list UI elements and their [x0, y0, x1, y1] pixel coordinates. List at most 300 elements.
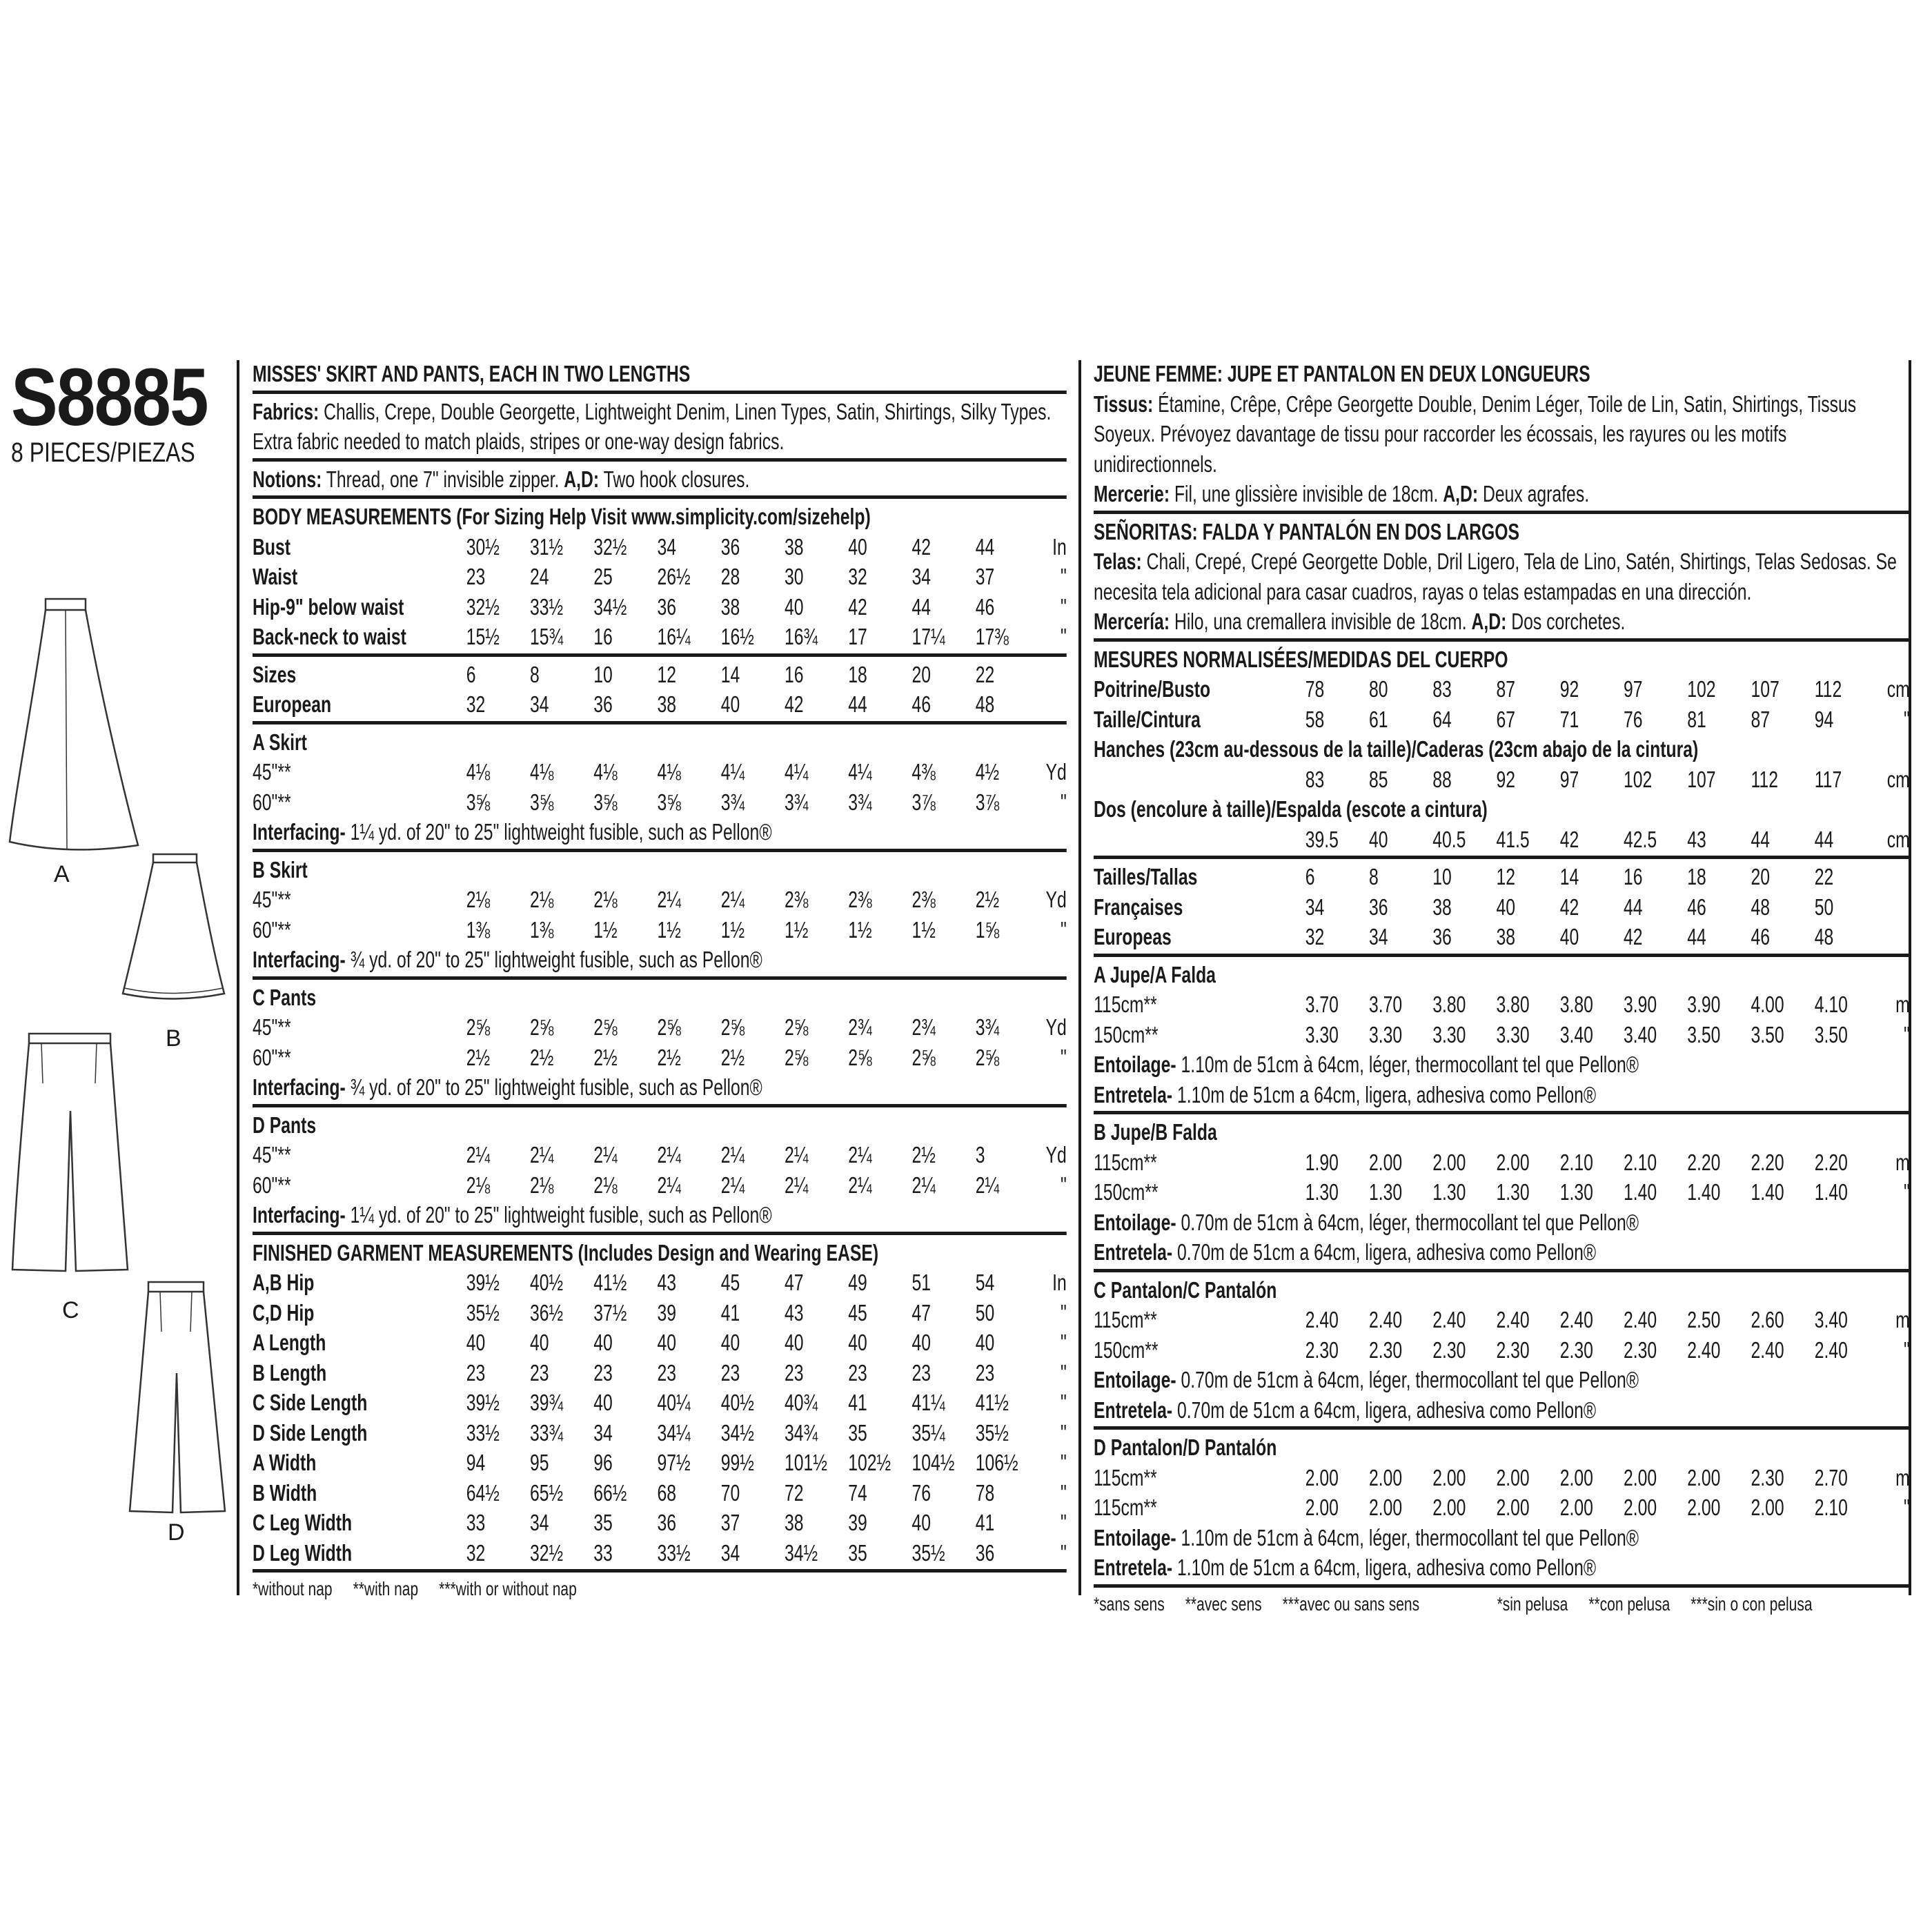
unit-label: " [1060, 1044, 1067, 1070]
cell-value: 4⅛ [657, 759, 681, 785]
cell-value: 2¼ [593, 1142, 618, 1167]
cell-value: 51 [911, 1270, 931, 1295]
cell-value: 8 [1369, 864, 1379, 889]
cell-value: 2.00 [1369, 1464, 1403, 1490]
divider [253, 976, 1067, 980]
cell-value: 32 [848, 564, 867, 589]
divider [253, 849, 1067, 852]
table-row [253, 532, 1067, 562]
cell-value: 33 [466, 1510, 486, 1535]
cell-value: 38 [657, 691, 677, 717]
cell-value: 2⅜ [911, 887, 936, 912]
cell-value: 3.80 [1559, 992, 1593, 1017]
english-instructions-panel [253, 359, 1067, 1603]
cell-value: 4¼ [848, 759, 872, 785]
cell-value: 67 [1496, 706, 1516, 732]
cell-value: 44 [911, 593, 931, 620]
cell-value: 33½ [657, 1539, 691, 1566]
cell-value: 87 [1751, 706, 1771, 732]
cell-value: 2.00 [1305, 1495, 1339, 1520]
cell-value: 3 [975, 1142, 985, 1167]
divider [253, 1232, 1067, 1235]
cell-value: 40 [530, 1330, 549, 1355]
interfacing-note [253, 1200, 1067, 1230]
cell-value: 40 [1369, 826, 1388, 852]
row-label: Sizes [253, 661, 297, 687]
cell-value: 83 [1305, 766, 1325, 792]
cell-value: 2.30 [1624, 1337, 1657, 1363]
row-label: European [253, 691, 332, 717]
cell-value: 1.30 [1559, 1179, 1593, 1205]
row-label: Waist [253, 564, 298, 589]
cell-value: 2½ [720, 1044, 745, 1070]
cell-value: 10 [593, 661, 613, 687]
cell-value: 34 [1369, 924, 1388, 949]
cell-value: 42 [911, 533, 931, 560]
cell-value: 3.30 [1305, 1021, 1339, 1047]
footnote: *without nap [253, 1578, 333, 1599]
table-row [1094, 825, 1910, 855]
unit-label: Yd [1045, 1142, 1067, 1167]
note-text: 1¼ yd. of 20" to 25" lightweight fusible, such as Pellon® [345, 1202, 772, 1228]
pieces-count: 8 PIECES/PIEZAS [11, 437, 195, 468]
cell-value: 4⅛ [466, 759, 491, 785]
interfacing-note [253, 945, 1067, 975]
cell-value: 3.40 [1624, 1021, 1657, 1047]
cell-value: 58 [1305, 706, 1325, 732]
cell-value: 1½ [911, 916, 936, 943]
cell-value: 46 [911, 691, 931, 717]
cell-value: 2⅝ [785, 1044, 809, 1070]
row-label: 115cm** [1094, 1495, 1157, 1520]
cell-value: 46 [1751, 924, 1771, 949]
cell-value: 23 [530, 1359, 549, 1386]
table-row [253, 1358, 1067, 1388]
table-row [1094, 862, 1910, 892]
row-label: Back-neck to waist [253, 624, 406, 649]
cell-value: 76 [911, 1479, 931, 1506]
cell-value: 2⅝ [466, 1014, 491, 1040]
cell-value: 20 [911, 661, 931, 687]
unit-label: m [1895, 1307, 1910, 1332]
cell-value: 39¾ [530, 1390, 564, 1415]
cell-value: 2.00 [1432, 1495, 1466, 1520]
view-c-pants-drawing [12, 1034, 128, 1271]
mercerie-label: Mercerie: [1094, 481, 1170, 506]
cell-value: 3.90 [1624, 992, 1657, 1017]
cell-value: 2¼ [785, 1142, 809, 1167]
cell-value: 3.70 [1305, 992, 1339, 1017]
cell-value: 2¼ [657, 887, 681, 912]
cell-value: 42 [1559, 894, 1579, 920]
note-label: Interfacing- [253, 1202, 346, 1228]
cell-value: 12 [1496, 864, 1516, 889]
cell-value: 3.50 [1687, 1021, 1721, 1047]
interfacing-note [253, 817, 1067, 847]
cell-value: 4⅛ [530, 759, 554, 785]
cell-value: 2.40 [1814, 1337, 1848, 1363]
cell-value: 37½ [593, 1299, 627, 1325]
cell-value: 2.00 [1559, 1464, 1593, 1490]
row-label: D Leg Width [253, 1539, 353, 1566]
notions-label: Notions: [253, 466, 322, 492]
note-text: 0.70m de 51cm a 64cm, ligera, adhesiva como Pellon® [1172, 1239, 1597, 1265]
interfacing-note [1094, 1523, 1910, 1553]
cell-value: 32½ [530, 1539, 564, 1566]
cell-value: 3¾ [975, 1014, 1000, 1040]
cell-value: 40 [911, 1510, 931, 1535]
cell-value: 32 [466, 691, 486, 717]
tissus-list: Étamine, Crêpe, Crêpe Georgette Double, Denim Léger, Toile de Lin, Satin, Shirtings, Tissus Soyeux. Prévoyez davantage de tissu pour raccorder les écossais, les rayures ou les motifs unidirectionnels. [1094, 391, 1857, 477]
notions-ad-label: A,D: [564, 466, 600, 492]
cell-value: 1½ [720, 916, 745, 943]
cell-value: 112 [1751, 766, 1778, 792]
cell-value: 40 [593, 1330, 613, 1355]
table-row [253, 1418, 1067, 1448]
section-heading: FINISHED GARMENT MEASUREMENTS (Includes Design and Wearing EASE) [253, 1239, 879, 1265]
cell-value: 10 [1432, 864, 1452, 889]
unit-label: Yd [1045, 1014, 1067, 1040]
cell-value: 2½ [975, 887, 1000, 912]
row-label: B Width [253, 1479, 317, 1506]
cell-value: 16 [1624, 864, 1643, 889]
cell-value: 107 [1751, 676, 1780, 702]
cell-value: 117 [1814, 766, 1842, 792]
section-heading: A Jupe/A Falda [1094, 961, 1216, 987]
table-row [253, 562, 1067, 592]
fabrics-label: Fabrics: [253, 398, 319, 424]
measurement-section [1094, 644, 1910, 855]
merceria-ad-text: Dos corchetes. [1506, 609, 1626, 634]
title-english: MISSES' SKIRT AND PANTS, EACH IN TWO LENGTHS [253, 361, 691, 386]
unit-label: cm [1886, 676, 1910, 702]
interfacing-note [1094, 1365, 1910, 1395]
cell-value: 2.20 [1687, 1149, 1721, 1175]
note-text: ¾ yd. of 20" to 25" lightweight fusible, such as Pellon® [345, 947, 762, 972]
measurement-section [253, 502, 1067, 652]
cell-value: 16¼ [657, 624, 691, 649]
cell-value: 35¼ [911, 1419, 945, 1446]
cell-value: 2.00 [1496, 1149, 1530, 1175]
cell-value: 4¼ [785, 759, 809, 785]
merceria-text [1094, 607, 1910, 637]
cell-value: 46 [975, 593, 995, 620]
unit-label: " [1060, 624, 1067, 649]
cell-value: 30 [785, 564, 804, 589]
cell-value: 97½ [657, 1450, 691, 1475]
cell-value: 35 [848, 1419, 867, 1446]
table-row [253, 1012, 1067, 1043]
view-d-pants-drawing [130, 1282, 225, 1512]
note-text: 0.70m de 51cm à 64cm, léger, thermocollant tel que Pellon® [1176, 1367, 1639, 1392]
fabrics-list: Challis, Crepe, Double Georgette, Lightweight Denim, Linen Types, Satin, Shirtings, Silky Types. Extra fabric needed to match plaids, stripes or one-way design fabrics. [253, 398, 1052, 454]
measurement-section [1094, 1432, 1910, 1583]
cell-value: 44 [1624, 894, 1643, 920]
cell-value: 2.30 [1432, 1337, 1466, 1363]
cell-value: 3.80 [1432, 992, 1466, 1017]
cell-value: 3⅝ [466, 789, 491, 815]
unit-label [1878, 922, 1910, 952]
cell-value: 34¼ [657, 1419, 691, 1446]
cell-value: 2.00 [1751, 1495, 1784, 1520]
unit-label: " [1060, 1479, 1067, 1506]
cell-value: 40 [720, 1330, 740, 1355]
cell-value: 2.00 [1432, 1464, 1466, 1490]
cell-value: 38 [785, 533, 804, 560]
cell-value: 2⅛ [466, 1172, 491, 1198]
section-heading: B Skirt [253, 856, 308, 883]
footnote: ***with or without nap [439, 1578, 577, 1599]
cell-value: 112 [1814, 676, 1842, 702]
cell-value: 2¼ [466, 1142, 491, 1167]
cell-value: 4.00 [1751, 992, 1784, 1017]
cell-value: 76 [1624, 706, 1643, 732]
view-label-d: D [168, 1519, 185, 1546]
divider [1094, 1426, 1910, 1430]
table-row [1094, 1177, 1910, 1208]
footnote: **with nap [353, 1578, 419, 1599]
cell-value: 44 [848, 691, 867, 717]
cell-value: 40 [848, 533, 867, 560]
cell-value: 50 [1814, 894, 1834, 920]
cell-value: 36 [720, 533, 740, 560]
cell-value: 17¼ [911, 624, 945, 649]
measurement-section [1094, 960, 1910, 1110]
cell-value: 38 [720, 593, 740, 620]
section-heading: A Skirt [253, 729, 307, 755]
cell-value: 2⅝ [720, 1014, 745, 1040]
cell-value: 40¾ [785, 1390, 818, 1415]
cell-value: 39 [657, 1299, 677, 1325]
cell-value: 1⅜ [530, 916, 554, 943]
cell-value: 2¼ [848, 1172, 872, 1198]
telas-label: Telas: [1094, 549, 1142, 574]
unit-label: " [1060, 1299, 1067, 1325]
cell-value: 3¾ [848, 789, 872, 815]
cell-value: 23 [466, 1359, 486, 1386]
column-divider [237, 360, 239, 1595]
cell-value: 31½ [530, 533, 564, 560]
mercerie-text [1094, 479, 1910, 509]
cell-value: 35 [848, 1539, 867, 1566]
cell-value: 6 [1305, 864, 1315, 889]
title-french: JEUNE FEMME: JUPE ET PANTALON EN DEUX LONGUEURS [1094, 361, 1590, 386]
unit-label: In [1052, 533, 1067, 560]
garment-illustrations [0, 586, 235, 1539]
cell-value: 14 [1559, 864, 1579, 889]
table-row [253, 1140, 1067, 1170]
cell-value: 3.30 [1496, 1021, 1530, 1047]
cell-value: 36 [593, 691, 613, 717]
row-label: 45"** [253, 1142, 291, 1167]
cell-value: 45 [848, 1299, 867, 1325]
cell-value: 4½ [975, 759, 1000, 785]
cell-value: 80 [1369, 676, 1388, 702]
cell-value: 6 [466, 661, 476, 687]
cell-value: 46 [1687, 894, 1706, 920]
cell-value: 102 [1624, 766, 1653, 792]
measurement-section [1094, 862, 1910, 952]
cell-value: 16½ [720, 624, 754, 649]
cell-value: 39 [848, 1510, 867, 1535]
table-row [253, 885, 1067, 915]
cell-value: 1.30 [1369, 1179, 1403, 1205]
table-row [253, 1328, 1067, 1358]
view-label-c: C [62, 1297, 79, 1323]
row-label: 150cm** [1094, 1337, 1159, 1363]
cell-value: 34½ [720, 1419, 754, 1446]
cell-value: 101½ [785, 1450, 827, 1475]
cell-value: 2.00 [1687, 1495, 1721, 1520]
cell-value: 2.00 [1369, 1149, 1403, 1175]
note-label: Entretela- [1094, 1239, 1173, 1265]
cell-value: 16¾ [785, 624, 818, 649]
cell-value: 1½ [657, 916, 681, 943]
cell-value: 23 [657, 1359, 677, 1386]
cell-value: 45 [720, 1270, 740, 1295]
cell-value: 1.30 [1432, 1179, 1466, 1205]
cell-value: 24 [530, 564, 549, 589]
cell-value: 41.5 [1496, 826, 1530, 852]
tissus-text [1094, 389, 1910, 480]
cell-value: 68 [657, 1479, 677, 1506]
table-row [253, 915, 1067, 945]
row-label: 60"** [253, 789, 291, 815]
unit-label: " [1060, 916, 1067, 943]
unit-label: " [1903, 1495, 1910, 1520]
section-heading: BODY MEASUREMENTS (For Sizing Help Visit www.simplicity.com/sizehelp) [253, 504, 871, 529]
unit-label: cm [1886, 766, 1910, 792]
cell-value: 102 [1687, 676, 1716, 702]
table-row [253, 1388, 1067, 1418]
cell-value: 66½ [593, 1479, 627, 1506]
cell-value: 3.40 [1559, 1021, 1593, 1047]
cell-value: 36 [657, 593, 677, 620]
cell-value: 41½ [975, 1390, 1009, 1415]
section-heading: B Jupe/B Falda [1094, 1119, 1217, 1145]
unit-label: " [1060, 593, 1067, 620]
row-label: 115cm** [1094, 1149, 1157, 1175]
table-row [253, 1508, 1067, 1538]
row-label: 115cm** [1094, 1307, 1157, 1332]
cell-value: 72 [785, 1479, 804, 1506]
unit-label: m [1895, 1464, 1910, 1490]
cell-value: 1.90 [1305, 1149, 1339, 1175]
cell-value: 4¼ [720, 759, 745, 785]
divider [253, 391, 1067, 394]
row-label: A Length [253, 1330, 326, 1355]
view-label-a: A [54, 861, 70, 887]
cell-value: 17⅜ [975, 624, 1009, 649]
divider [1094, 1269, 1910, 1272]
cell-value: 92 [1496, 766, 1516, 792]
unit-label: " [1060, 564, 1067, 589]
row-label: 150cm** [1094, 1021, 1159, 1047]
cell-value: 2¾ [911, 1014, 936, 1040]
cell-value: 2.10 [1624, 1149, 1657, 1175]
cell-value: 3⅝ [657, 789, 681, 815]
cell-value: 4⅜ [911, 759, 936, 785]
note-text: 1¼ yd. of 20" to 25" lightweight fusible, such as Pellon® [345, 819, 772, 845]
cell-value: 39½ [466, 1270, 500, 1295]
unit-label: " [1060, 1539, 1067, 1566]
cell-value: 33¾ [530, 1419, 564, 1446]
cell-value: 2⅝ [593, 1014, 618, 1040]
cell-value: 40 [911, 1330, 931, 1355]
table-row [1094, 1463, 1910, 1493]
row-label: Taille/Cintura [1094, 706, 1201, 732]
view-b-skirt-drawing [123, 854, 224, 999]
note-label: Entretela- [1094, 1397, 1173, 1423]
cell-value: 2⅛ [530, 1172, 554, 1198]
cell-value: 34 [720, 1539, 740, 1566]
cell-value: 18 [848, 661, 867, 687]
cell-value: 40.5 [1432, 826, 1466, 852]
cell-value: 2.10 [1559, 1149, 1593, 1175]
cell-value: 2.40 [1687, 1337, 1721, 1363]
table-row [253, 787, 1067, 818]
table-row [1094, 1492, 1910, 1523]
table-row [1094, 704, 1910, 735]
cell-value: 25 [593, 564, 613, 589]
cell-value: 33 [593, 1539, 613, 1566]
table-row [253, 660, 1067, 690]
cell-value: 1½ [848, 916, 872, 943]
table-row [1094, 1020, 1910, 1050]
cell-value: 41¼ [911, 1390, 945, 1415]
cell-value: 78 [975, 1479, 995, 1506]
cell-value: 107 [1687, 766, 1716, 792]
cell-value: 2¼ [657, 1142, 681, 1167]
table-row [1094, 922, 1910, 952]
cell-value: 102½ [848, 1450, 891, 1475]
row-label: A,B Hip [253, 1270, 315, 1295]
cell-value: 1.30 [1305, 1179, 1339, 1205]
cell-value: 3.40 [1814, 1307, 1848, 1332]
cell-value: 2⅜ [785, 887, 809, 912]
row-label: 60"** [253, 1044, 291, 1070]
footnotes-english [253, 1575, 1067, 1603]
footnote: **con pelusa [1588, 1593, 1670, 1615]
table-row [1094, 674, 1910, 704]
cell-value: 2.40 [1305, 1307, 1339, 1332]
cell-value: 48 [975, 691, 995, 717]
cell-value: 2⅝ [785, 1014, 809, 1040]
cell-value: 3.30 [1432, 1021, 1466, 1047]
cell-value: 4.10 [1814, 992, 1848, 1017]
cell-value: 33½ [530, 593, 564, 620]
note-label: Entretela- [1094, 1081, 1173, 1107]
cell-value: 44 [1687, 924, 1706, 949]
measurement-section [253, 660, 1067, 720]
cell-value: 1.40 [1624, 1179, 1657, 1205]
cell-value: 96 [593, 1450, 613, 1475]
cell-value: 97 [1624, 676, 1643, 702]
cell-value: 20 [1751, 864, 1771, 889]
cell-value: 81 [1687, 706, 1706, 732]
row-label [1094, 825, 1305, 855]
cell-value: 23 [466, 564, 486, 589]
divider [1094, 1111, 1910, 1114]
measurement-section [253, 855, 1067, 975]
cell-value: 2⅜ [848, 887, 872, 912]
interfacing-note [1094, 1208, 1910, 1238]
telas-list: Chali, Crepé, Crepé Georgette Doble, Dril Ligero, Tela de Lino, Satén, Shirtings, Telas Sedosas. Se necesita tela adicional para casar cuadros, rayas o telas estampadas en una dirección. [1094, 549, 1897, 604]
pattern-brand [11, 352, 241, 469]
divider [253, 653, 1067, 657]
measurement-section [253, 1110, 1067, 1230]
cell-value: 2⅝ [530, 1014, 554, 1040]
